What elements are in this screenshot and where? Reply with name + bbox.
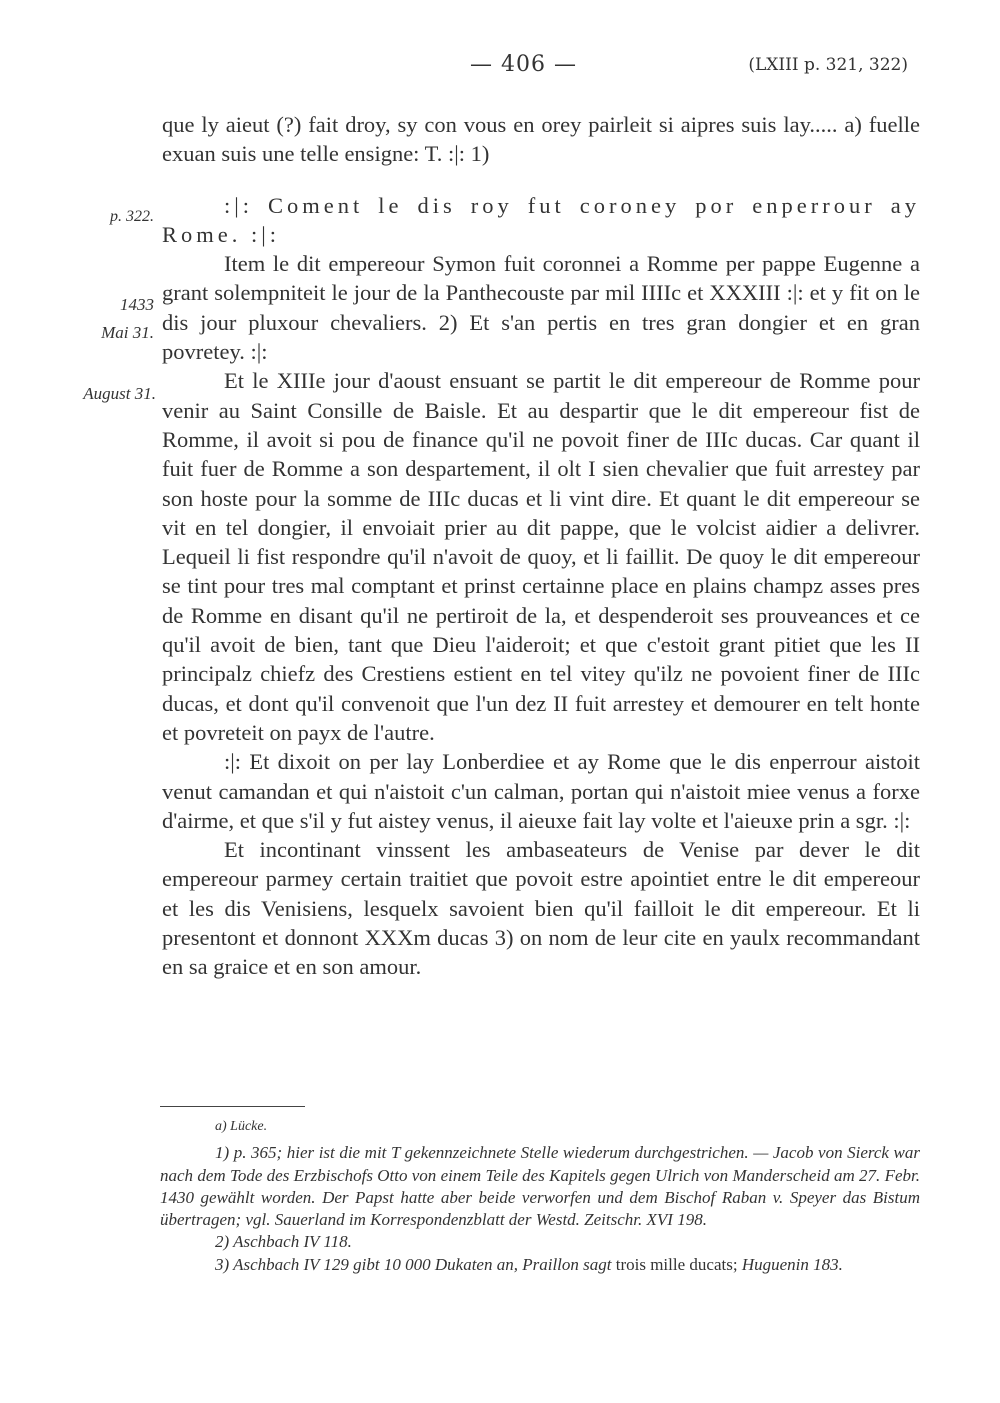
page-number: — 406 — — [470, 52, 577, 77]
paragraph-departure: Et le XIIIe jour d'aoust ensuant se partit le dit empereour de Romme pour venir au Saint Consille de Baisle. Et au despartir que le dit empereour fist de Romme, il avoit si pou de finance qu'il ne povoit finer de IIIc ducas. Car quant il fuit fuer de Romme a son despartement, il olt I sien chevalier que fuit arrestey par son hoste pour la somme de IIIc ducas et li vint dire. Et quant le dit empereour se vit en tel dongier, il envoiait prier au dit pappe, que le volcist aidier a delivrer. Lequeil li fist respondre qu'il n'avoit de quoy, et li faillit. De quoy le dit empereour se tint pour tres mal comptant et prinst certainne place en plains champz asses pres de Romme en disant qu'il ne pertiroit de la, et despenderoit ses prouveances et ce qu'il avoit de bien, tant que Dieu l'aideroit; et que c'estoit grant pitiet que les II principalz chiefz des Crestiens estient en tel vitey qu'ilz ne povoient finer de IIIc ducas, et dont qu'il convenoit que l'un dez II fuit arrestey et demourer en telt honte et povreteit on payx de l'autre. — [162, 368, 920, 745]
paragraph-venice: Et incontinant vinssent les ambaseateurs de Venise par dever le dit empereour parmey certain traitiet que povoit estre apointiet entre le dit empereour et les dis Venisiens, lesquelx savoient bien qu'il failloit le dit empereour. Et li presentont et donnont XXXm ducas 3) on nom de leur cite en yaulx recommandant en sa graice et en son amour. — [162, 837, 920, 980]
paragraph-lombardy: :|: Et dixoit on per lay Lonberdiee et ay Rome que le dis enperrour aistoit venut camandan et qui n'aistoit c'un calman, portan qui n'aistoit miee venus a forxe d'airme, et que s'il y fut aistey venus, il aieuxe fait lay volte et l'aieuxe prin a sgr. :|: — [162, 749, 920, 833]
footnotes — [160, 1116, 920, 1276]
footnote-1: 1) p. 365; hier ist die mit T gekennzeichnete Stelle wiederum durchgestrichen. — Jacob von Sierck war nach dem Tode des Erzbischofs Otto von einem Teile des Kapitels gegen Ulrich von Manderscheid am 27. Febr. 1430 gewählt worden. Der Papst hatte aber beide verworfen und dem Bischof Raban v. Speyer das Bistum übertragen; vgl. Sauerland im Korrespondenzblatt der Westd. Zeitschr. XVI 198. — [160, 1143, 920, 1230]
source-reference: (LXIII p. 321, 322) — [748, 55, 908, 75]
main-text — [162, 110, 920, 982]
footnote-3 — [160, 1254, 920, 1276]
section-heading: :|: Coment le dis roy fut coroney por enperrour ay Rome. :|: — [162, 192, 920, 247]
footnote-a: a) Lücke. — [215, 1119, 268, 1134]
footnote-divider — [160, 1106, 305, 1107]
margin-note-page: p. 322. — [110, 208, 154, 225]
footnote-2: 2) Aschbach IV 118. — [215, 1232, 352, 1252]
footnote-3-text: 3) Aschbach IV 129 gibt 10 000 Dukaten an, Praillon sagt — [215, 1254, 612, 1274]
footnote-3-source: Huguenin 183. — [741, 1254, 843, 1274]
margin-note-date-august: August 31. — [83, 384, 156, 403]
margin-note-date-mai: Mai 31. — [101, 323, 154, 342]
margin-note-year: 1433 — [120, 295, 154, 314]
footnote-3-quote: trois mille ducats; — [615, 1254, 738, 1274]
page-header — [0, 52, 1000, 84]
paragraph-continuation: que ly aieut (?) fait droy, sy con vous en orey pairleit si aipres suis lay..... a) fuelle exuan suis une telle ensigne: T. :|: 1) — [162, 112, 920, 167]
paragraph-coronation: Item le dit empereour Symon fuit coronnei a Romme per pappe Eugenne a grant solempniteit le jour de la Panthecouste par mil IIIIc et XXXIII :|: et y fit on le dis jour pluxour chevaliers. 2) Et s'an pertis en tres gran dongier et en gran povretey. :|: — [162, 251, 920, 365]
